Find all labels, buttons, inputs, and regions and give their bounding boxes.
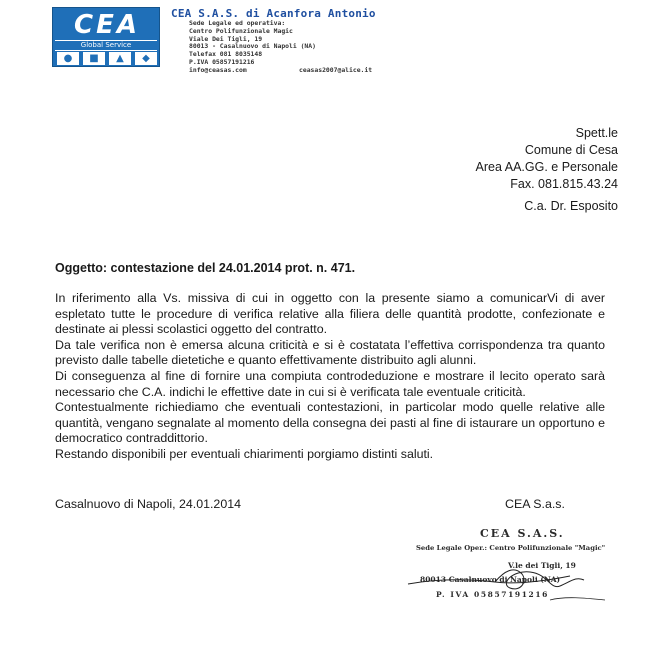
email-row: [189, 65, 373, 75]
place-date: Casalnuovo di Napoli, 24.01.2014: [55, 497, 241, 511]
recipient-line: Comune di Cesa: [524, 143, 618, 157]
body-paragraph: Da tale verifica non è emersa alcuna criticità e si è costatata l’effettiva corrispondenza tra quanto previsto dalle tabelle dietetiche e quanto effettivamente distribuito agli alunni.: [55, 337, 605, 368]
body-paragraph: Restando disponibili per eventuali chiarimenti porgiamo distinti saluti.: [55, 446, 434, 461]
email-link-secondary[interactable]: ceasas2007@alice.it: [299, 65, 373, 74]
recipient-line: Fax. 081.815.43.24: [510, 177, 618, 191]
address-line: Telefax 081 8035148: [189, 50, 263, 59]
body-paragraph: In riferimento alla Vs. missiva di cui in oggetto con la presente siamo a comunicarVi di aver espletato tutte le procedure di verifica relative alla filiera delle quantità prodotte, confezionate e destinate ai plessi scolastici oggetto del contratto.: [55, 291, 605, 337]
company-stamp: [414, 527, 622, 609]
recipient-line: Spett.le: [575, 126, 618, 140]
body-paragraph: Di conseguenza al fine di fornire una compiuta controdeduzione e mostrare il lecito operato sarà necessario che C.A. indichi le effettive date in cui si è verificata tale eventuale criticità.: [55, 368, 605, 399]
building-icon: ■: [83, 52, 105, 65]
subject-line: Oggetto: contestazione del 24.01.2014 prot. n. 471.: [55, 261, 356, 275]
company-address-block: [189, 19, 373, 75]
company-name: CEA S.A.S. di Acanfora Antonio: [171, 7, 376, 20]
stamp-line: Sede Legale Oper.: Centro Polifunzionale "Magic": [416, 544, 606, 552]
address-line: 80013 - Casalnuovo di Napoli (NA): [189, 42, 316, 51]
recipient-line: Area AA.GG. e Personale: [475, 160, 618, 174]
recipient-block: [476, 125, 618, 193]
email-link[interactable]: info@ceasas.com: [189, 65, 247, 74]
stamp-line: V.le dei Tigli, 19: [508, 561, 576, 570]
stamp-title: CEA S.A.S.: [480, 527, 565, 540]
address-line: Sede Legale ed operativa:: [189, 19, 286, 27]
stamp-line: P. IVA 05857191216: [436, 590, 549, 599]
logo-icon-row: [57, 52, 157, 65]
address-line: Centro Polifunzionale Magic: [189, 26, 293, 35]
body-paragraph: Contestualmente richiediamo che eventuali contestazioni, in particolar modo quelle relative alle quantità, vengano segnalate al momento della consegna dei pasti al fine di istaurare un opportuno e democratico contraddittorio.: [55, 400, 605, 446]
letter-body: [55, 291, 605, 463]
logo-text: CEA: [74, 10, 140, 40]
truck-icon: ▲: [109, 52, 131, 65]
sender-name: CEA S.a.s.: [505, 497, 565, 511]
stamp-line: 80013 Casalnuovo di Napoli (NA): [420, 575, 561, 584]
address-line: Viale Dei Tigli, 19: [189, 34, 263, 43]
attention-line: C.a. Dr. Esposito: [524, 199, 618, 213]
address-line: P.IVA 05857191216: [189, 57, 255, 66]
company-logo: [52, 7, 160, 67]
cleaning-icon: ◆: [135, 52, 157, 65]
logo-subtitle: Global Service: [55, 40, 157, 51]
person-icon: ●: [57, 52, 79, 65]
